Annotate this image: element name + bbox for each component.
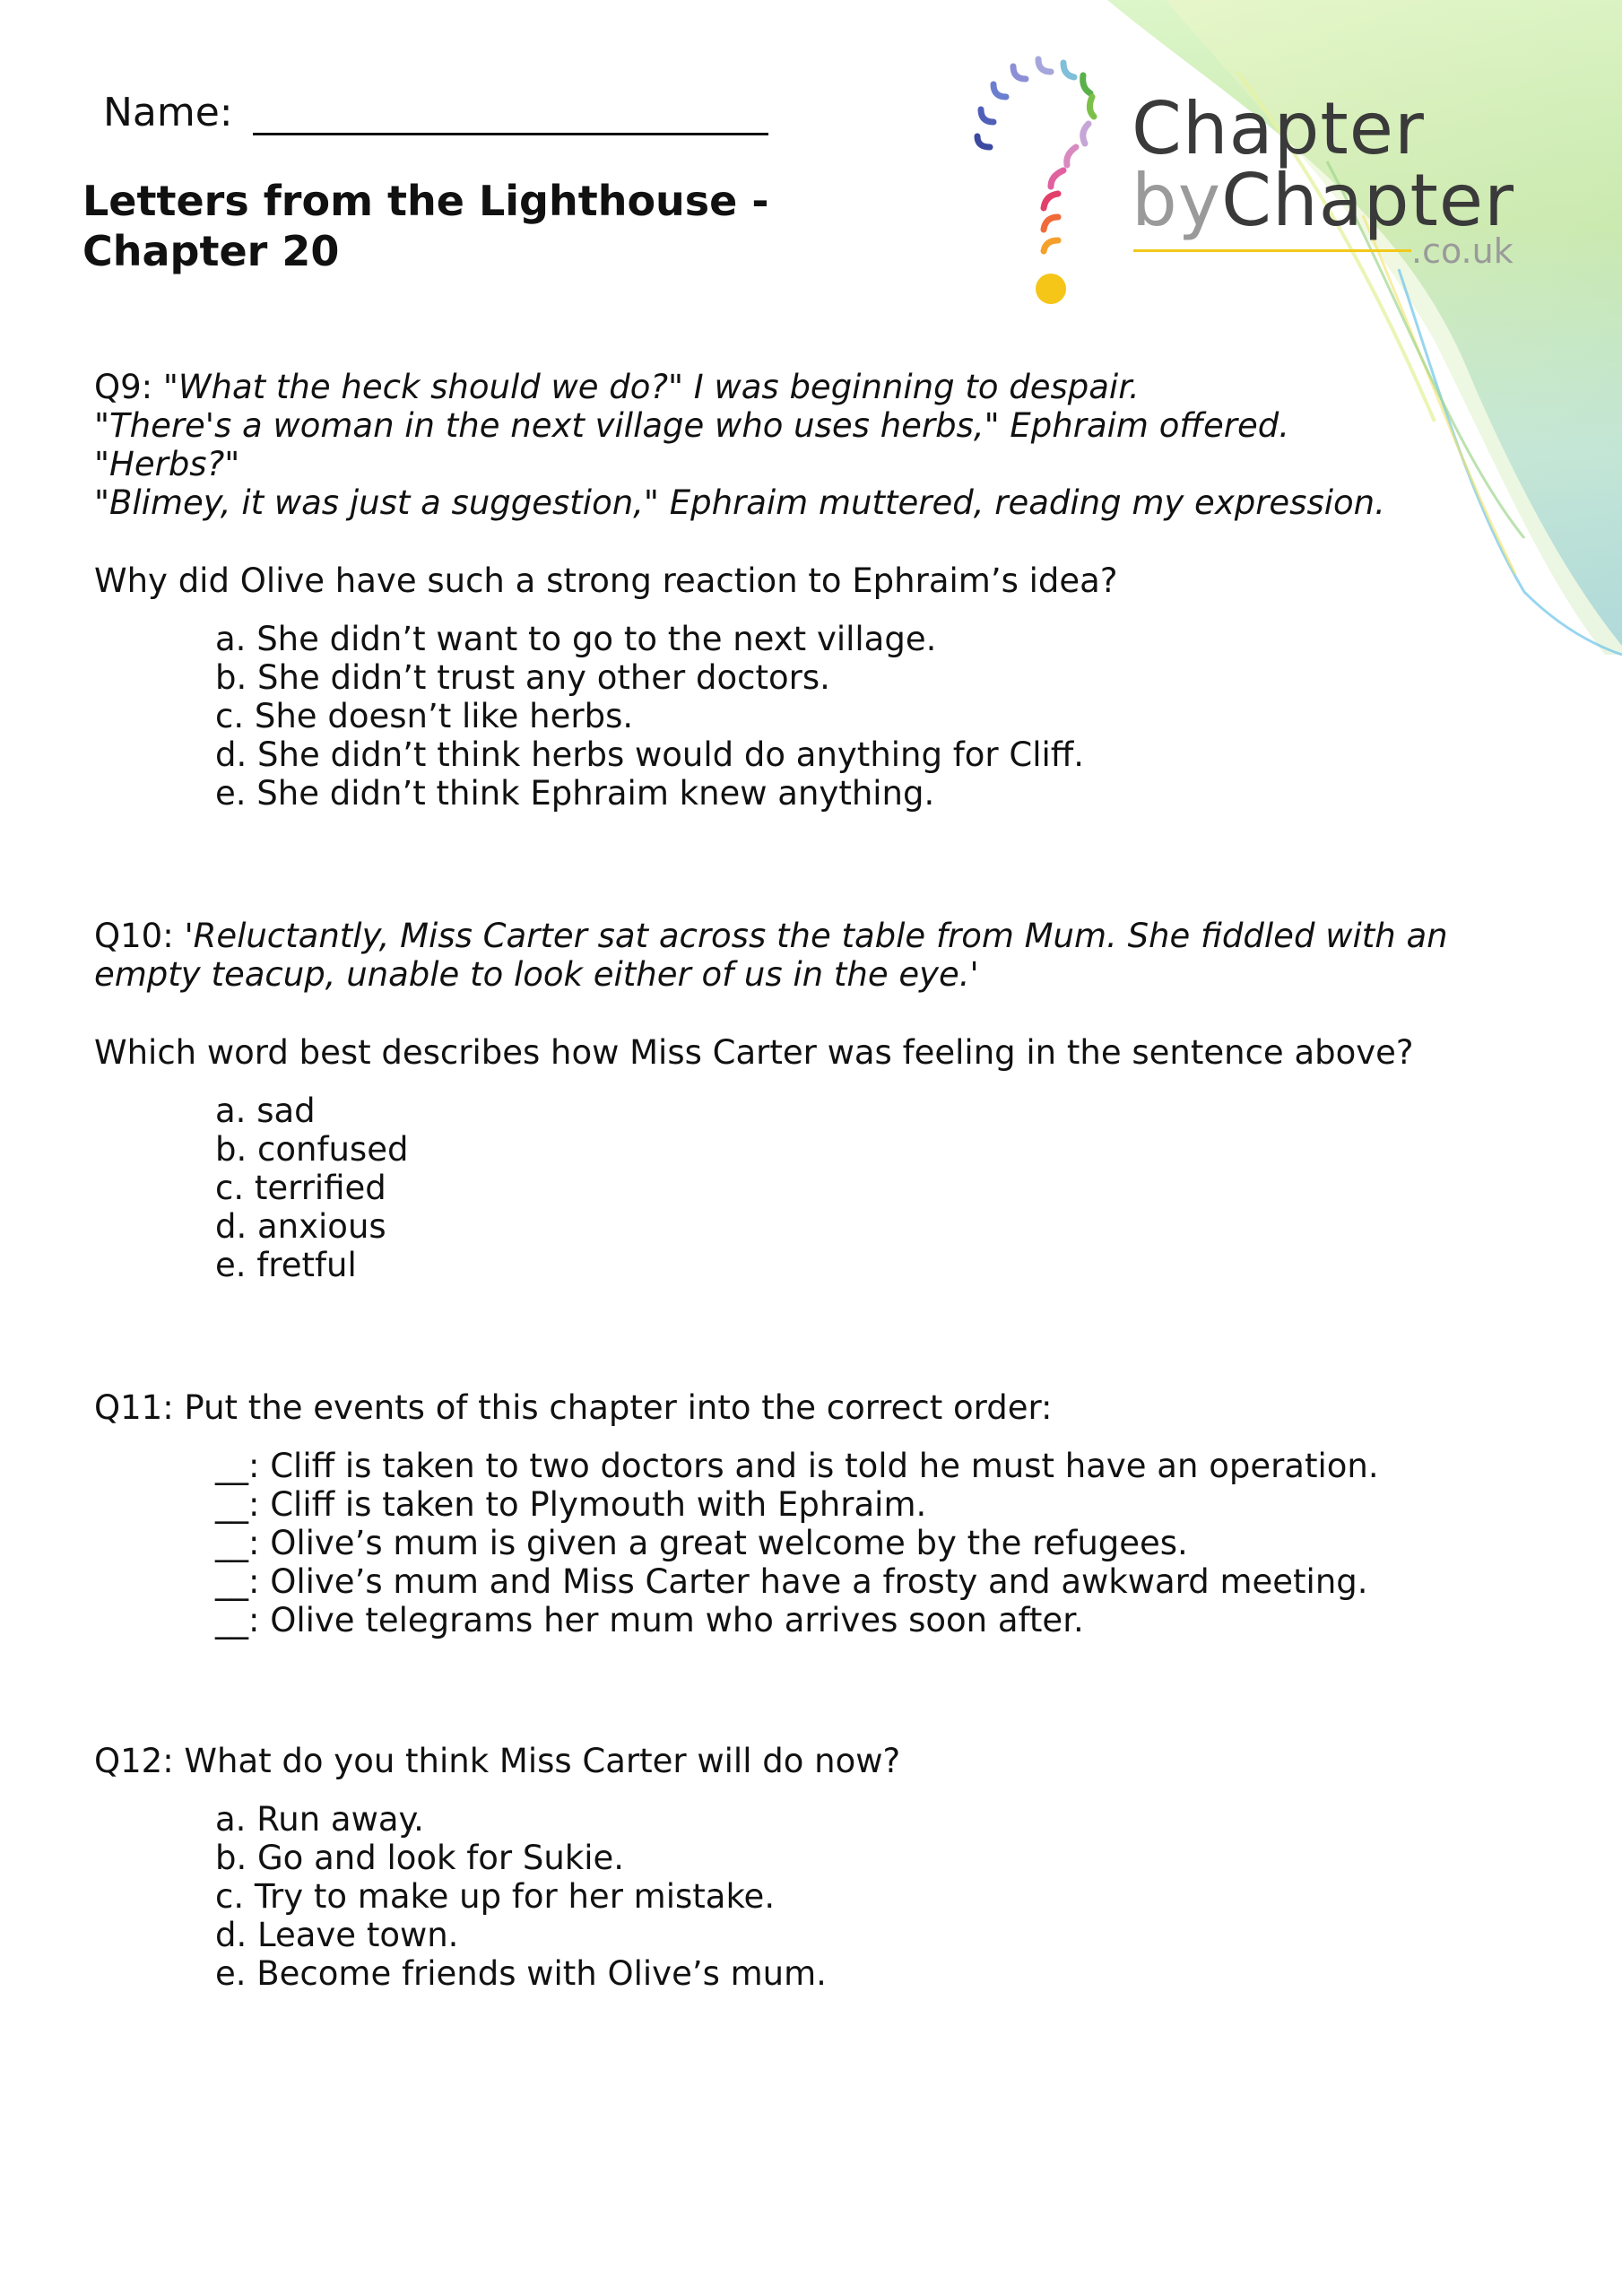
q11-event-1[interactable]: __: Cliff is taken to two doctors and is told he must have an operation. <box>215 1447 1379 1485</box>
q10-option-d[interactable]: d. anxious <box>215 1207 386 1246</box>
chapter-by-chapter-logo <box>1132 87 1514 271</box>
q9-quote-line-3: "Herbs?" <box>94 445 240 483</box>
question-11 <box>94 1388 1379 1639</box>
logo-underline <box>1133 249 1411 252</box>
q9-option-a[interactable]: a. She didn’t want to go to the next village. <box>215 620 937 658</box>
q12-option-c[interactable]: c. Try to make up for her mistake. <box>215 1877 776 1916</box>
q12-option-e[interactable]: e. Become friends with Olive’s mum. <box>215 1954 827 1993</box>
q12-options <box>215 1800 900 1993</box>
q12-option-a[interactable]: a. Run away. <box>215 1800 424 1839</box>
q9-option-b[interactable]: b. She didn’t trust any other doctors. <box>215 658 830 697</box>
q10-prompt: Which word best describes how Miss Carter was feeling in the sentence above? <box>94 1033 1414 1072</box>
q9-label: Q9: <box>94 368 153 406</box>
name-label: Name: <box>103 90 233 135</box>
title-line-2: Chapter 20 <box>82 227 340 275</box>
questions-section <box>94 368 1529 1993</box>
q9-quote-line-4: "Blimey, it was just a suggestion," Ephraim muttered, reading my expression. <box>94 483 1385 522</box>
q11-event-4[interactable]: __: Olive’s mum and Miss Carter have a frosty and awkward meeting. <box>215 1562 1368 1601</box>
q12-option-b[interactable]: b. Go and look for Sukie. <box>215 1839 624 1877</box>
title-line-1: Letters from the Lighthouse - <box>82 177 769 225</box>
logo-word-by: by <box>1132 159 1222 242</box>
q11-event-3[interactable]: __: Olive’s mum is given a great welcome by the refugees. <box>215 1524 1188 1562</box>
q9-options <box>215 620 1529 813</box>
q10-quote-line-2: empty teacup, unable to look either of us in the eye.' <box>94 955 979 994</box>
q9-option-e[interactable]: e. She didn’t think Ephraim knew anything. <box>215 774 935 813</box>
q10-quote-line-1: Q10: 'Reluctantly, Miss Carter sat across the table from Mum. She fiddled with an <box>94 917 1448 955</box>
question-12 <box>94 1742 900 1993</box>
name-input-line[interactable] <box>253 93 768 135</box>
logo-word-chapter-2: Chapter <box>1221 159 1514 242</box>
q10-option-b[interactable]: b. confused <box>215 1130 409 1169</box>
logo-word-bychapter <box>1132 159 1514 242</box>
question-mark-books-icon <box>968 54 1130 314</box>
q12-prompt: Q12: What do you think Miss Carter will do now? <box>94 1742 901 1780</box>
q10-label: Q10: <box>94 917 174 955</box>
question-9 <box>94 368 1529 813</box>
q10-options <box>215 1091 1448 1284</box>
q10-option-e[interactable]: e. fretful <box>215 1246 357 1284</box>
question-10 <box>94 917 1448 1284</box>
q11-prompt: Q11: Put the events of this chapter into the correct order: <box>94 1388 1053 1427</box>
q11-events <box>215 1447 1379 1639</box>
q9-option-d[interactable]: d. She didn’t think herbs would do anything for Cliff. <box>215 735 1085 774</box>
logo-word-chapter: Chapter <box>1132 87 1425 170</box>
q10-option-a[interactable]: a. sad <box>215 1091 316 1130</box>
q11-event-5[interactable]: __: Olive telegrams her mum who arrives soon after. <box>215 1601 1084 1639</box>
q9-quote-line-1: Q9: "What the heck should we do?" I was beginning to despair. <box>94 368 1140 406</box>
q9-option-c[interactable]: c. She doesn’t like herbs. <box>215 697 634 735</box>
q12-option-d[interactable]: d. Leave town. <box>215 1916 459 1954</box>
q9-quote-line-2: "There's a woman in the next village who uses herbs," Ephraim offered. <box>94 406 1290 445</box>
q11-event-2[interactable]: __: Cliff is taken to Plymouth with Ephraim. <box>215 1485 927 1524</box>
worksheet-title <box>82 176 769 276</box>
q9-prompt: Why did Olive have such a strong reaction to Ephraim’s idea? <box>94 561 1118 600</box>
name-field-row <box>103 90 768 135</box>
q10-option-c[interactable]: c. terrified <box>215 1169 386 1207</box>
logo-suffix: .co.uk <box>1411 231 1514 271</box>
